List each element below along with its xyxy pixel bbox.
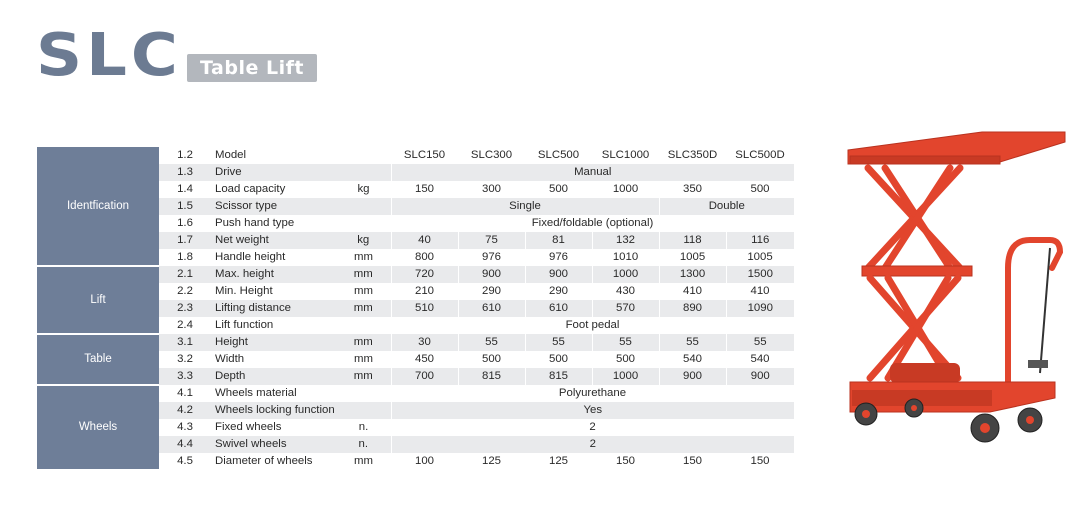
- row-label: Max. height: [211, 266, 336, 283]
- spec-row-max-height: [37, 266, 794, 283]
- model-header-slc500d: SLC500D: [735, 149, 785, 161]
- row-value: 81: [525, 232, 592, 249]
- row-unit: [336, 385, 391, 402]
- row-value: 1500: [726, 266, 794, 283]
- row-label: Lift function: [215, 319, 274, 331]
- row-value: 700: [391, 368, 458, 385]
- row-unit: mm: [354, 285, 373, 297]
- row-unit: mm: [336, 334, 391, 351]
- row-value: 540: [682, 353, 702, 365]
- row-unit: [336, 147, 391, 164]
- row-value: 500: [750, 183, 770, 195]
- spec-row-table-height: [37, 334, 794, 351]
- row-value: 410: [682, 285, 702, 297]
- row-label: Height: [211, 334, 336, 351]
- row-label: Load capacity: [215, 183, 286, 195]
- row-unit: kg: [336, 232, 391, 249]
- row-value: 150: [414, 183, 434, 195]
- row-unit: [336, 317, 391, 334]
- row-value-span: Foot pedal: [565, 319, 620, 331]
- row-value-span: 2: [589, 421, 596, 433]
- row-value: 1005: [747, 251, 773, 263]
- row-value: 75: [458, 232, 525, 249]
- row-unit: mm: [354, 251, 373, 263]
- spec-table: [37, 147, 794, 471]
- row-label: Net weight: [211, 232, 336, 249]
- row-unit: [336, 402, 391, 419]
- row-label: Depth: [211, 368, 336, 385]
- row-value: 1005: [679, 251, 706, 263]
- row-number: 4.1: [177, 387, 193, 399]
- row-label: Model: [215, 149, 247, 161]
- row-value: 900: [659, 368, 726, 385]
- spec-row-wheels-material: [37, 385, 794, 402]
- row-value-span: 2: [391, 436, 794, 453]
- row-value: 150: [615, 455, 635, 467]
- row-value: 450: [414, 353, 434, 365]
- row-number: 1.4: [177, 183, 193, 195]
- row-value: 800: [414, 251, 434, 263]
- row-unit: mm: [354, 455, 373, 467]
- row-value: 132: [592, 232, 659, 249]
- row-number: 2.1: [159, 266, 211, 283]
- row-value: 900: [525, 266, 592, 283]
- spec-row-model: [37, 147, 794, 164]
- row-number: 3.2: [177, 353, 193, 365]
- row-number: 4.2: [159, 402, 211, 419]
- row-value: 815: [525, 368, 592, 385]
- row-unit: [336, 215, 391, 232]
- row-value: 55: [726, 334, 794, 351]
- row-value-span: Single: [391, 198, 659, 215]
- brand-logo-text: SLC: [36, 21, 182, 90]
- row-value: 510: [391, 300, 458, 317]
- row-unit: mm: [354, 353, 373, 365]
- row-number: 2.3: [159, 300, 211, 317]
- row-number: 1.6: [177, 217, 193, 229]
- row-number: 1.5: [159, 198, 211, 215]
- row-value: 100: [414, 455, 434, 467]
- row-number: 2.4: [177, 319, 193, 331]
- row-label: Diameter of wheels: [215, 455, 313, 467]
- row-value-span: Fixed/foldable (optional): [531, 217, 654, 229]
- row-number: 1.8: [177, 251, 193, 263]
- row-value: 55: [458, 334, 525, 351]
- row-value: 900: [726, 368, 794, 385]
- row-value: 1010: [612, 251, 639, 263]
- row-value: 500: [548, 183, 568, 195]
- row-number: 4.4: [159, 436, 211, 453]
- row-number: 1.2: [177, 149, 193, 161]
- row-value: 116: [726, 232, 794, 249]
- row-value: 900: [458, 266, 525, 283]
- row-value: 55: [592, 334, 659, 351]
- row-number: 1.7: [159, 232, 211, 249]
- row-value: 890: [659, 300, 726, 317]
- row-number: 3.3: [159, 368, 211, 385]
- row-label: Handle height: [215, 251, 286, 263]
- row-value: 1090: [726, 300, 794, 317]
- row-label: Wheels locking function: [211, 402, 336, 419]
- row-value: 540: [750, 353, 770, 365]
- group-table: Table: [37, 334, 159, 385]
- row-value: 1000: [592, 368, 659, 385]
- row-value: 815: [458, 368, 525, 385]
- row-value: 610: [458, 300, 525, 317]
- group-wheels: Wheels: [37, 385, 159, 470]
- model-header-slc150: SLC150: [403, 149, 446, 161]
- row-label: Min. Height: [215, 285, 273, 297]
- row-value: 1000: [612, 183, 639, 195]
- row-unit: mm: [336, 266, 391, 283]
- model-header-slc350d: SLC350D: [667, 149, 718, 161]
- row-number: 4.5: [177, 455, 193, 467]
- row-value: 500: [548, 353, 568, 365]
- row-value-span: Double: [659, 198, 794, 215]
- row-value: 500: [615, 353, 635, 365]
- row-value: 610: [525, 300, 592, 317]
- group-identification: Identfication: [37, 147, 159, 266]
- row-value: 300: [481, 183, 501, 195]
- row-value: 1300: [659, 266, 726, 283]
- row-value: 350: [682, 183, 702, 195]
- row-number: 4.3: [177, 421, 193, 433]
- row-number: 1.3: [159, 164, 211, 181]
- row-unit: mm: [336, 368, 391, 385]
- row-value: 118: [659, 232, 726, 249]
- row-unit: [336, 198, 391, 215]
- row-value-span: Polyurethane: [558, 387, 627, 399]
- row-value: 55: [525, 334, 592, 351]
- row-label: Push hand type: [215, 217, 295, 229]
- row-unit: mm: [336, 300, 391, 317]
- row-label: Width: [215, 353, 245, 365]
- row-value: 570: [592, 300, 659, 317]
- row-value: 290: [481, 285, 501, 297]
- row-unit: [336, 164, 391, 181]
- row-value: 976: [481, 251, 501, 263]
- model-header-slc1000: SLC1000: [601, 149, 650, 161]
- product-subtitle-badge: Table Lift: [187, 54, 317, 82]
- row-value: 500: [481, 353, 501, 365]
- row-value: 210: [414, 285, 434, 297]
- row-number: 2.2: [177, 285, 193, 297]
- row-value: 125: [481, 455, 501, 467]
- row-unit: kg: [357, 183, 370, 195]
- row-value: 430: [615, 285, 635, 297]
- row-value: 40: [391, 232, 458, 249]
- row-label: Swivel wheels: [211, 436, 336, 453]
- row-value-span: Yes: [391, 402, 794, 419]
- row-value: 55: [659, 334, 726, 351]
- row-unit: n.: [336, 436, 391, 453]
- row-label: Drive: [211, 164, 336, 181]
- row-number: 3.1: [159, 334, 211, 351]
- row-value-span: Manual: [391, 164, 794, 181]
- row-value: 150: [682, 455, 702, 467]
- row-value: 976: [548, 251, 568, 263]
- row-value: 30: [391, 334, 458, 351]
- row-label: Wheels material: [215, 387, 297, 399]
- row-label: Fixed wheels: [215, 421, 282, 433]
- row-value: 720: [391, 266, 458, 283]
- row-unit: n.: [358, 421, 369, 433]
- group-lift: Lift: [37, 266, 159, 334]
- row-value: 290: [548, 285, 568, 297]
- row-value: 125: [548, 455, 568, 467]
- scissor-lift-product-image: [840, 128, 1075, 448]
- model-header-slc500: SLC500: [537, 149, 580, 161]
- row-value: 1000: [592, 266, 659, 283]
- model-header-slc300: SLC300: [470, 149, 513, 161]
- row-value: 150: [750, 455, 770, 467]
- row-label: Scissor type: [211, 198, 336, 215]
- row-label: Lifting distance: [211, 300, 336, 317]
- row-value: 410: [750, 285, 770, 297]
